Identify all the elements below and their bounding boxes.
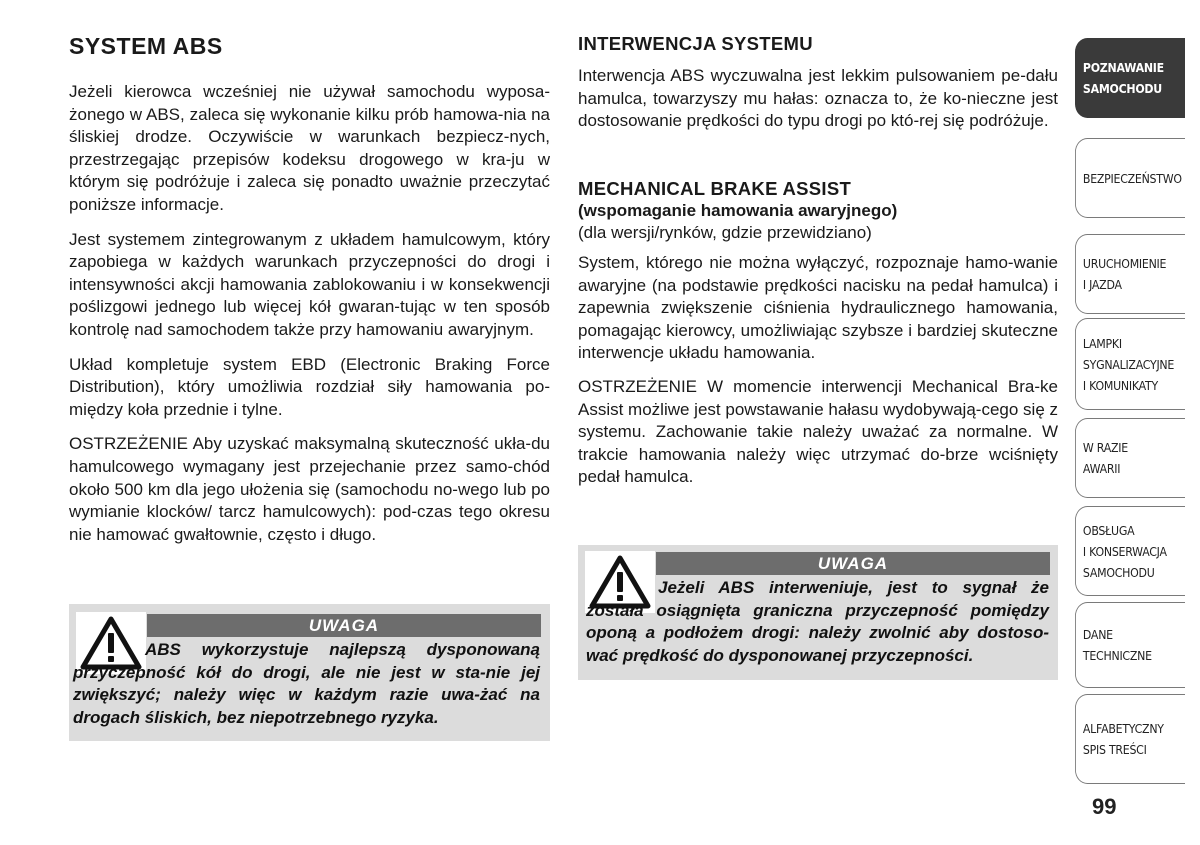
warning-box (578, 545, 1058, 680)
tab-alfabetyczny-spis[interactable] (1075, 694, 1185, 784)
left-column-text (69, 81, 550, 558)
tab-label: ALFABETYCZNY SPIS TREŚCI (1082, 721, 1164, 757)
paragraph: OSTRZEŻENIE Aby uzyskać maksymalną skuteczność ukła-du hamulcowego wymagany jest przejechanie przez samo-chód około 500 km dla jego ułożenia się (samochodu no-wego lub po wymianie klocków/ tarcz hamulcowych): pod-czas tego okresu nie hamować gwałtownie, często i długo. (69, 434, 550, 544)
page-number: 99 (1092, 794, 1117, 819)
section-note: (dla wersji/rynków, gdzie przewidziano) (578, 223, 872, 242)
warning-label: UWAGA (147, 614, 541, 637)
tab-poznawanie-samochodu[interactable] (1075, 38, 1185, 118)
tab-label: W RAZIE AWARII (1082, 440, 1128, 476)
warning-text: ABS wykorzystuje najlepszą dysponowaną przyczepność kół do drogi, ale nie jest w sta-nie jej zwiększyć; należy więc w każdym razie uwa-żać na drogach śliskich, bez niepotrzebnego ryzyka. (73, 640, 540, 727)
warning-label: UWAGA (656, 552, 1050, 575)
paragraph: System, którego nie można wyłączyć, rozpoznaje hamo-wanie awaryjne (na podstawie prędkości nacisku na pedał hamulca) i zapewnia zwiększenie ciśnienia hydraulicznego hamowania, pomagając kierowcy, umożliwiając szybsze i bardziej skuteczne interwencje układu hamowania. (578, 253, 1058, 363)
tab-label: DANE TECHNICZNE (1082, 627, 1152, 663)
warning-text: Jeżeli ABS interweniuje, jest to sygnał że została osiągnięta graniczna przyczepność pomiędzy oponą a podłożem drogi: należy zwolnić aby dostoso-wać prędkość do dysponowanej przyczepności. (586, 578, 1049, 665)
section-subheading: (wspomaganie hamowania awaryjnego) (578, 201, 898, 220)
tab-uruchomienie-i-jazda[interactable] (1075, 234, 1185, 314)
page-title: SYSTEM ABS (69, 33, 223, 59)
tab-label: POZNAWANIE SAMOCHODU (1082, 60, 1164, 96)
tab-lampki[interactable] (1075, 318, 1185, 410)
section-heading: MECHANICAL BRAKE ASSIST (578, 178, 852, 199)
tab-label: OBSŁUGA I KONSERWACJA SAMOCHODU (1082, 522, 1167, 580)
tab-w-razie-awarii[interactable] (1075, 418, 1185, 498)
tab-label: URUCHOMIENIE I JAZDA (1082, 256, 1167, 292)
tab-label: LAMPKI SYGNALIZACYJNE I KOMUNIKATY (1082, 335, 1175, 393)
tab-bezpieczenstwo[interactable] (1075, 138, 1185, 218)
warning-box (69, 604, 550, 741)
section-heading: INTERWENCJA SYSTEMU (578, 33, 813, 54)
tab-dane-techniczne[interactable] (1075, 602, 1185, 688)
tab-label: BEZPIECZEŃSTWO (1082, 170, 1182, 186)
section-brake-assist (578, 178, 1058, 500)
paragraph: Jest systemem zintegrowanym z układem hamulcowym, który zapobiega w każdych warunkach przyczepności do drogi i intensywności akcji hamowania zablokowaniu i w konsekwencji poślizgowi jednego lub więcej kół gwaran-tując w ten sposób kontrolę nad samochodem także przy hamowaniu awaryjnym. (69, 229, 550, 339)
paragraph: OSTRZEŻENIE W momencie interwencji Mechanical Bra-ke Assist możliwe jest powstawanie hałasu wydobywają-cego się z systemu. Zachowanie takie należy uważać za normalne. W trakcie hamowania należy więc utrzymać do-brze wciśnięty pedał hamulca. (578, 376, 1058, 487)
paragraph: Układ kompletuje system EBD (Electronic Braking Force Distribution), który umożliwia rozdział siły hamowania po-między koła przednie i tylne. (69, 354, 550, 419)
paragraph: Jeżeli kierowca wcześniej nie używał samochodu wyposa-żonego w ABS, zaleca się wykonanie kilku prób hamowa-nia na śliskiej drodze. Oczywiście w warunkach bezpiecz-nych, przestrzegając przepisów kodeksu drogowego w kra-ju w którym się podróżuje i zaleca się ponadto uważnie przeczytać poniższe informacje. (69, 82, 550, 214)
section-intervention (578, 33, 1058, 133)
tab-obsluga[interactable] (1075, 506, 1185, 596)
paragraph: Interwencja ABS wyczuwalna jest lekkim pulsowaniem pe-dału hamulca, towarzyszy mu hałas: oznacza to, że ko-nieczne jest dostosowanie prędkości do typu drogi po któ-rej się podróżuje. (578, 66, 1058, 131)
